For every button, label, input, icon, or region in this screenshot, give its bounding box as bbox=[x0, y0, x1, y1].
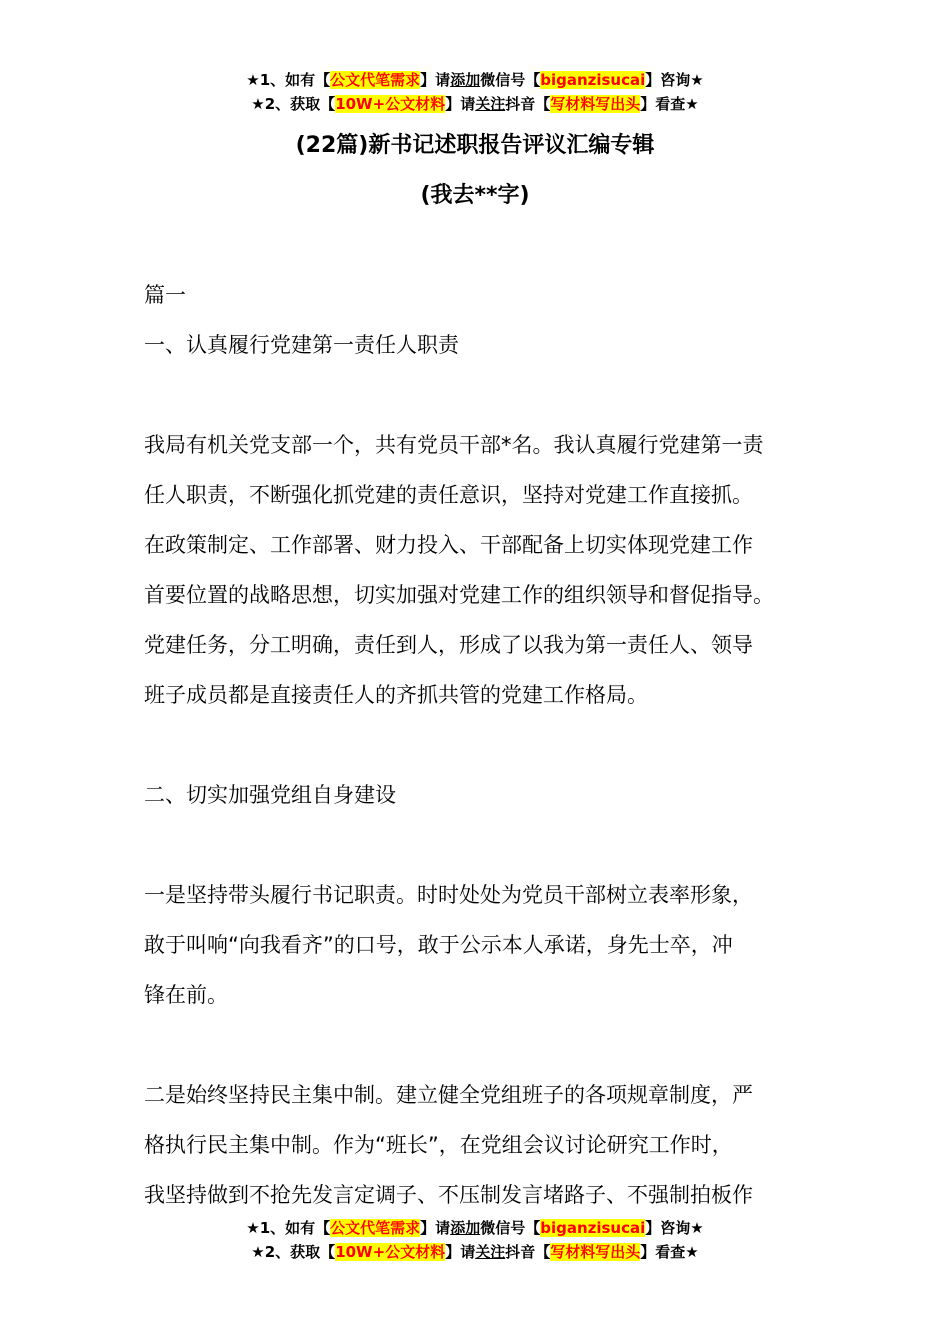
banner-text: 抖音【 bbox=[505, 95, 551, 113]
banner-text: 】看查★ bbox=[640, 1243, 699, 1261]
banner-text: 】看查★ bbox=[640, 95, 699, 113]
section-label: 篇一 bbox=[144, 283, 186, 307]
document-subtitle: (我去**字) bbox=[420, 183, 530, 208]
highlight-materials: 10W+公文材料 bbox=[335, 1243, 446, 1261]
highlight-service: 公文代笔需求 bbox=[330, 1219, 421, 1237]
banner-text: 】请 bbox=[420, 1219, 451, 1237]
banner-underline: 添加 bbox=[450, 1219, 481, 1237]
banner-text: ★1、如有【 bbox=[246, 1219, 331, 1237]
paragraph-line: 任人职责，不断强化抓党建的责任意识，坚持对党建工作直接抓。 bbox=[144, 483, 753, 507]
banner-text: 】请 bbox=[445, 1243, 476, 1261]
header-banner bbox=[0, 68, 950, 116]
banner-line-2 bbox=[0, 1240, 950, 1264]
paragraph-line: 党建任务，分工明确，责任到人，形成了以我为第一责任人、领导 bbox=[144, 633, 753, 657]
paragraph-line: 首要位置的战略思想，切实加强对党建工作的组织领导和督促指导。 bbox=[144, 583, 774, 607]
highlight-wechat-id: biganzisucai bbox=[540, 1219, 646, 1237]
banner-text: 】请 bbox=[445, 95, 476, 113]
paragraph-line: 班子成员都是直接责任人的齐抓共管的党建工作格局。 bbox=[144, 683, 648, 707]
paragraph-line: 我坚持做到不抢先发言定调子、不压制发言堵路子、不强制拍板作 bbox=[144, 1183, 753, 1207]
paragraph-line: 我局有机关党支部一个，共有党员干部*名。我认真履行党建第一责 bbox=[144, 433, 764, 457]
footer-banner bbox=[0, 1216, 950, 1264]
banner-text: 微信号【 bbox=[480, 1219, 541, 1237]
paragraph-line: 敢于叫响“向我看齐”的口号，敢于公示本人承诺，身先士卒，冲 bbox=[144, 933, 733, 957]
highlight-materials: 10W+公文材料 bbox=[335, 95, 446, 113]
banner-line-2 bbox=[0, 92, 950, 116]
banner-line-1 bbox=[0, 68, 950, 92]
heading-1: 一、认真履行党建第一责任人职责 bbox=[144, 333, 459, 357]
banner-text: 】请 bbox=[420, 71, 451, 89]
paragraph-line: 二是始终坚持民主集中制。建立健全党组班子的各项规章制度，严 bbox=[144, 1083, 753, 1107]
highlight-service: 公文代笔需求 bbox=[330, 71, 421, 89]
highlight-douyin-id: 写材料写出头 bbox=[550, 1243, 641, 1261]
banner-text: ★1、如有【 bbox=[246, 71, 331, 89]
paragraph-line: 在政策制定、工作部署、财力投入、干部配备上切实体现党建工作 bbox=[144, 533, 753, 557]
banner-text: 微信号【 bbox=[480, 71, 541, 89]
banner-text: 抖音【 bbox=[505, 1243, 551, 1261]
paragraph-line: 一是坚持带头履行书记职责。时时处处为党员干部树立表率形象， bbox=[144, 883, 753, 907]
paragraph-line: 锋在前。 bbox=[144, 983, 228, 1007]
banner-underline: 关注 bbox=[475, 1243, 506, 1261]
highlight-wechat-id: biganzisucai bbox=[540, 71, 646, 89]
banner-line-1 bbox=[0, 1216, 950, 1240]
heading-2: 二、切实加强党组自身建设 bbox=[144, 783, 396, 807]
banner-underline: 关注 bbox=[475, 95, 506, 113]
banner-text: ★2、获取【 bbox=[251, 95, 336, 113]
highlight-douyin-id: 写材料写出头 bbox=[550, 95, 641, 113]
document-body bbox=[144, 270, 824, 1220]
paragraph-line: 格执行民主集中制。作为“班长”，在党组会议讨论研究工作时， bbox=[144, 1133, 733, 1157]
banner-underline: 添加 bbox=[450, 71, 481, 89]
banner-text: ★2、获取【 bbox=[251, 1243, 336, 1261]
document-title: (22篇)新书记述职报告评议汇编专辑 bbox=[295, 133, 655, 158]
banner-text: 】咨询★ bbox=[645, 1219, 704, 1237]
banner-text: 】咨询★ bbox=[645, 71, 704, 89]
